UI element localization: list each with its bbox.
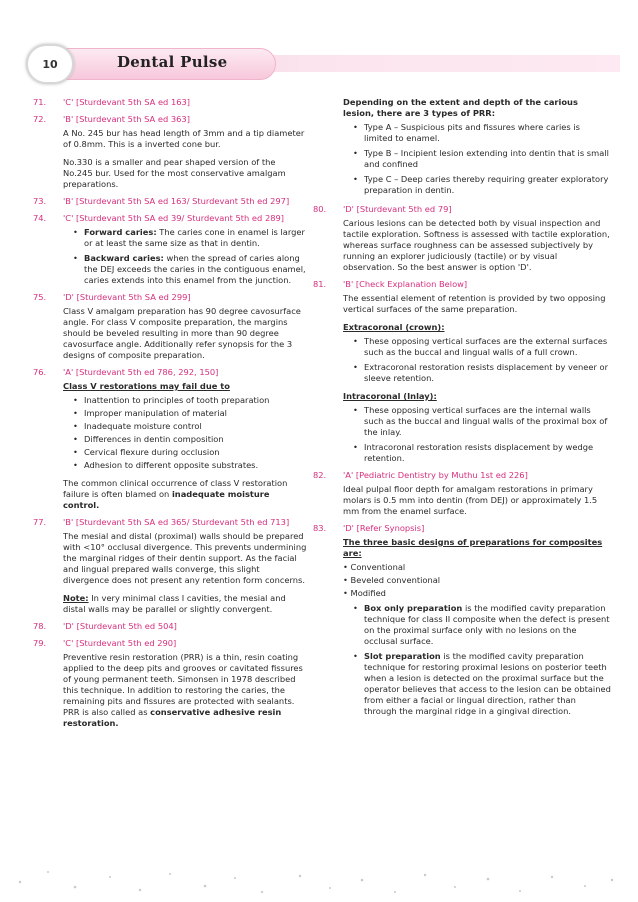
answer-reference: 'B' [Check Explanation Below] <box>343 279 468 289</box>
bullet-list <box>343 336 611 384</box>
question-number: 82. <box>313 470 327 480</box>
answer-73 <box>33 196 307 207</box>
bullet-list <box>63 227 307 286</box>
bullet-list <box>343 603 611 717</box>
question-number: 75. <box>33 292 47 302</box>
list-item: • Improper manipulation of material <box>73 408 307 419</box>
list-item: • These opposing vertical surfaces are the internal walls such as the buccal and lingual walls of the proximal box of the inlay. <box>353 405 611 438</box>
tooth-logo-icon <box>26 44 74 84</box>
left-column <box>33 97 307 735</box>
book-title: Dental Pulse <box>117 53 228 71</box>
list-item <box>73 227 307 249</box>
term-heading: Slot preparation <box>364 651 441 661</box>
term-heading: Backward caries: <box>84 253 164 263</box>
bullet-list <box>63 395 307 471</box>
explanation-paragraph <box>63 478 307 511</box>
answer-71 <box>33 97 307 108</box>
list-item <box>73 253 307 286</box>
answer-76 <box>33 367 307 511</box>
question-number: 83. <box>313 523 327 533</box>
answer-80 <box>313 204 611 273</box>
answer-79 <box>33 638 307 729</box>
list-item: • Modified <box>343 588 386 598</box>
answer-78 <box>33 621 307 632</box>
list-item: • Inattention to principles of tooth preparation <box>73 395 307 406</box>
answer-74 <box>33 213 307 286</box>
section-heading: Depending on the extent and depth of the carious lesion, there are 3 types of PRR: <box>343 97 578 118</box>
note-text: In very minimal class I cavities, the mesial and distal walls may be parallel or slightly convergent. <box>63 593 286 614</box>
note-label: Note: <box>63 593 89 603</box>
term-heading: Box only preparation <box>364 603 463 613</box>
list-item: • Intracoronal restoration resists displacement by wedge retention. <box>353 442 611 464</box>
question-number: 72. <box>33 114 47 124</box>
emphasis-text: conservative adhesive resin restoration. <box>63 707 282 728</box>
question-number: 74. <box>33 213 47 223</box>
subsection-heading: Intracoronal (Inlay): <box>343 391 437 401</box>
answer-reference: 'C' [Sturdevant 5th ed 290] <box>63 638 177 648</box>
section-heading: The three basic designs of preparations for composites are: <box>343 537 603 558</box>
question-number: 78. <box>33 621 47 631</box>
list-item: • Type A – Suspicious pits and fissures where caries is limited to enamel. <box>353 122 611 144</box>
list-item <box>353 651 611 717</box>
answer-reference: 'B' [Sturdevant 5th SA ed 363] <box>63 114 190 124</box>
emphasis-text: inadequate moisture control. <box>63 489 270 510</box>
answer-reference: 'D' [Refer Synopsis] <box>343 523 425 533</box>
page-number: 10 <box>42 57 58 71</box>
answer-72 <box>33 114 307 190</box>
answer-83 <box>313 523 611 717</box>
question-number: 73. <box>33 196 47 206</box>
explanation-paragraph: The mesial and distal (proximal) walls should be prepared with <10° occlusal divergence. This prevents undermining the marginal ridges of their dentin support. As the facial and lingual prepared walls converge, this slight divergence does not present any retention form concerns. <box>63 531 307 585</box>
section-heading: Class V restorations may fail due to <box>63 381 230 391</box>
list-item: • Cervical flexure during occlusion <box>73 447 307 458</box>
right-column <box>313 97 611 723</box>
design-list <box>343 562 611 599</box>
answer-75 <box>33 292 307 361</box>
answer-reference: 'D' [Sturdevant 5th SA ed 299] <box>63 292 191 302</box>
list-item: • Conventional <box>343 562 406 572</box>
explanation-paragraph: Carious lesions can be detected both by visual inspection and tactile exploration. Softness is assessed with tactile exploration, whereas surface roughness can be assessed subjectively by running an explorer judiciously (tactile) or by visual observation. So the best answer is option 'D'. <box>343 218 610 272</box>
answer-reference: 'C' [Sturdevant 5th SA ed 39/ Sturdevant 5th ed 289] <box>63 213 285 223</box>
question-number: 80. <box>313 204 327 214</box>
list-item: • Type B – Incipient lesion extending into dentin that is small and confined <box>353 148 611 170</box>
question-number: 79. <box>33 638 47 648</box>
answer-reference: 'A' [Pediatric Dentistry by Muthu 1st ed 226] <box>343 470 528 480</box>
prr-types-block <box>313 97 611 196</box>
list-item <box>353 603 611 647</box>
list-item: • Extracoronal restoration resists displacement by veneer or sleeve retention. <box>353 362 611 384</box>
list-item: • These opposing vertical surfaces are the external surfaces such as the buccal and lingual walls of a full crown. <box>353 336 611 358</box>
answer-reference: 'B' [Sturdevant 5th SA ed 163/ Sturdevant 5th ed 297] <box>63 196 290 206</box>
term-text: is the modified cavity preparation technique for class II composite when the defect is present on the proximal surface only with no lesions on the occlusal surface. <box>364 603 610 646</box>
paragraph-text: The common clinical occurrence of class V restoration failure is often blamed on <box>63 478 288 499</box>
term-text: is the modified cavity preparation technique for restoring proximal lesions on posterior teeth when a lesion is detected on the proximal surface but the operator believes that access to the lesion can be obtained from either a facial or lingual direction, rather than through the marginal ridge in a gingival direction. <box>364 651 611 716</box>
list-item: • Type C – Deep caries thereby requiring greater exploratory preparation in dentin. <box>353 174 611 196</box>
explanation-paragraph <box>63 652 307 729</box>
bullet-list <box>343 122 611 196</box>
answer-reference: 'A' [Sturdevant 5th ed 786, 292, 150] <box>63 367 219 377</box>
explanation-paragraph: A No. 245 bur has head length of 3mm and a tip diameter of 0.8mm. This is a inverted cone bur. <box>63 128 305 149</box>
page-header <box>22 48 620 78</box>
paragraph-text: Preventive resin restoration (PRR) is a thin, resin coating applied to the deep pits and grooves or cavitated fissures of young permanent teeth. Simonsen in 1978 described this technique. In addition to restoring the caries, the remaining pits and fissures are protected with sealants. PRR is also called as <box>63 652 303 717</box>
subsection-heading: Extracoronal (crown): <box>343 322 445 332</box>
note-paragraph <box>63 593 307 615</box>
answer-reference: 'D' [Sturdevant 5th ed 79] <box>343 204 452 214</box>
explanation-paragraph: The essential element of retention is provided by two opposing vertical surfaces of the same preparation. <box>343 293 606 314</box>
question-number: 71. <box>33 97 47 107</box>
explanation-paragraph: Class V amalgam preparation has 90 degree cavosurface angle. For class V composite preparation, the margins should be beveled resulting in more than 90 degree cavosurface angle. Additionally refer synopsis for the 3 designs of composite preparation. <box>63 306 301 360</box>
answer-77 <box>33 517 307 615</box>
decorative-dot-border <box>0 842 638 902</box>
question-number: 77. <box>33 517 47 527</box>
term-text: when the spread of caries along the DEJ exceeds the caries in the contiguous enamel, caries extends into this enamel from the junction. <box>84 253 306 285</box>
answer-81 <box>313 279 611 464</box>
answer-reference: 'D' [Sturdevant 5th ed 504] <box>63 621 177 631</box>
list-item: • Inadequate moisture control <box>73 421 307 432</box>
bullet-list <box>343 405 611 464</box>
question-number: 76. <box>33 367 47 377</box>
answer-reference: 'C' [Sturdevant 5th SA ed 163] <box>63 97 191 107</box>
answer-82 <box>313 470 611 517</box>
list-item: • Differences in dentin composition <box>73 434 307 445</box>
term-heading: Forward caries: <box>84 227 157 237</box>
list-item: • Beveled conventional <box>343 575 441 585</box>
list-item: • Adhesion to different opposite substrates. <box>73 460 307 471</box>
term-text: The caries cone in enamel is larger or at least the same size as that in dentin. <box>84 227 305 248</box>
explanation-paragraph: Ideal pulpal floor depth for amalgam restorations in primary molars is 0.5 mm into dentin (from DEJ) or approximately 1.5 mm from the enamel surface. <box>343 484 598 516</box>
explanation-paragraph: No.330 is a smaller and pear shaped version of the No.245 bur. Used for the most conservative amalgam preparations. <box>63 157 286 189</box>
answer-reference: 'B' [Sturdevant 5th SA ed 365/ Sturdevant 5th ed 713] <box>63 517 290 527</box>
question-number: 81. <box>313 279 327 289</box>
